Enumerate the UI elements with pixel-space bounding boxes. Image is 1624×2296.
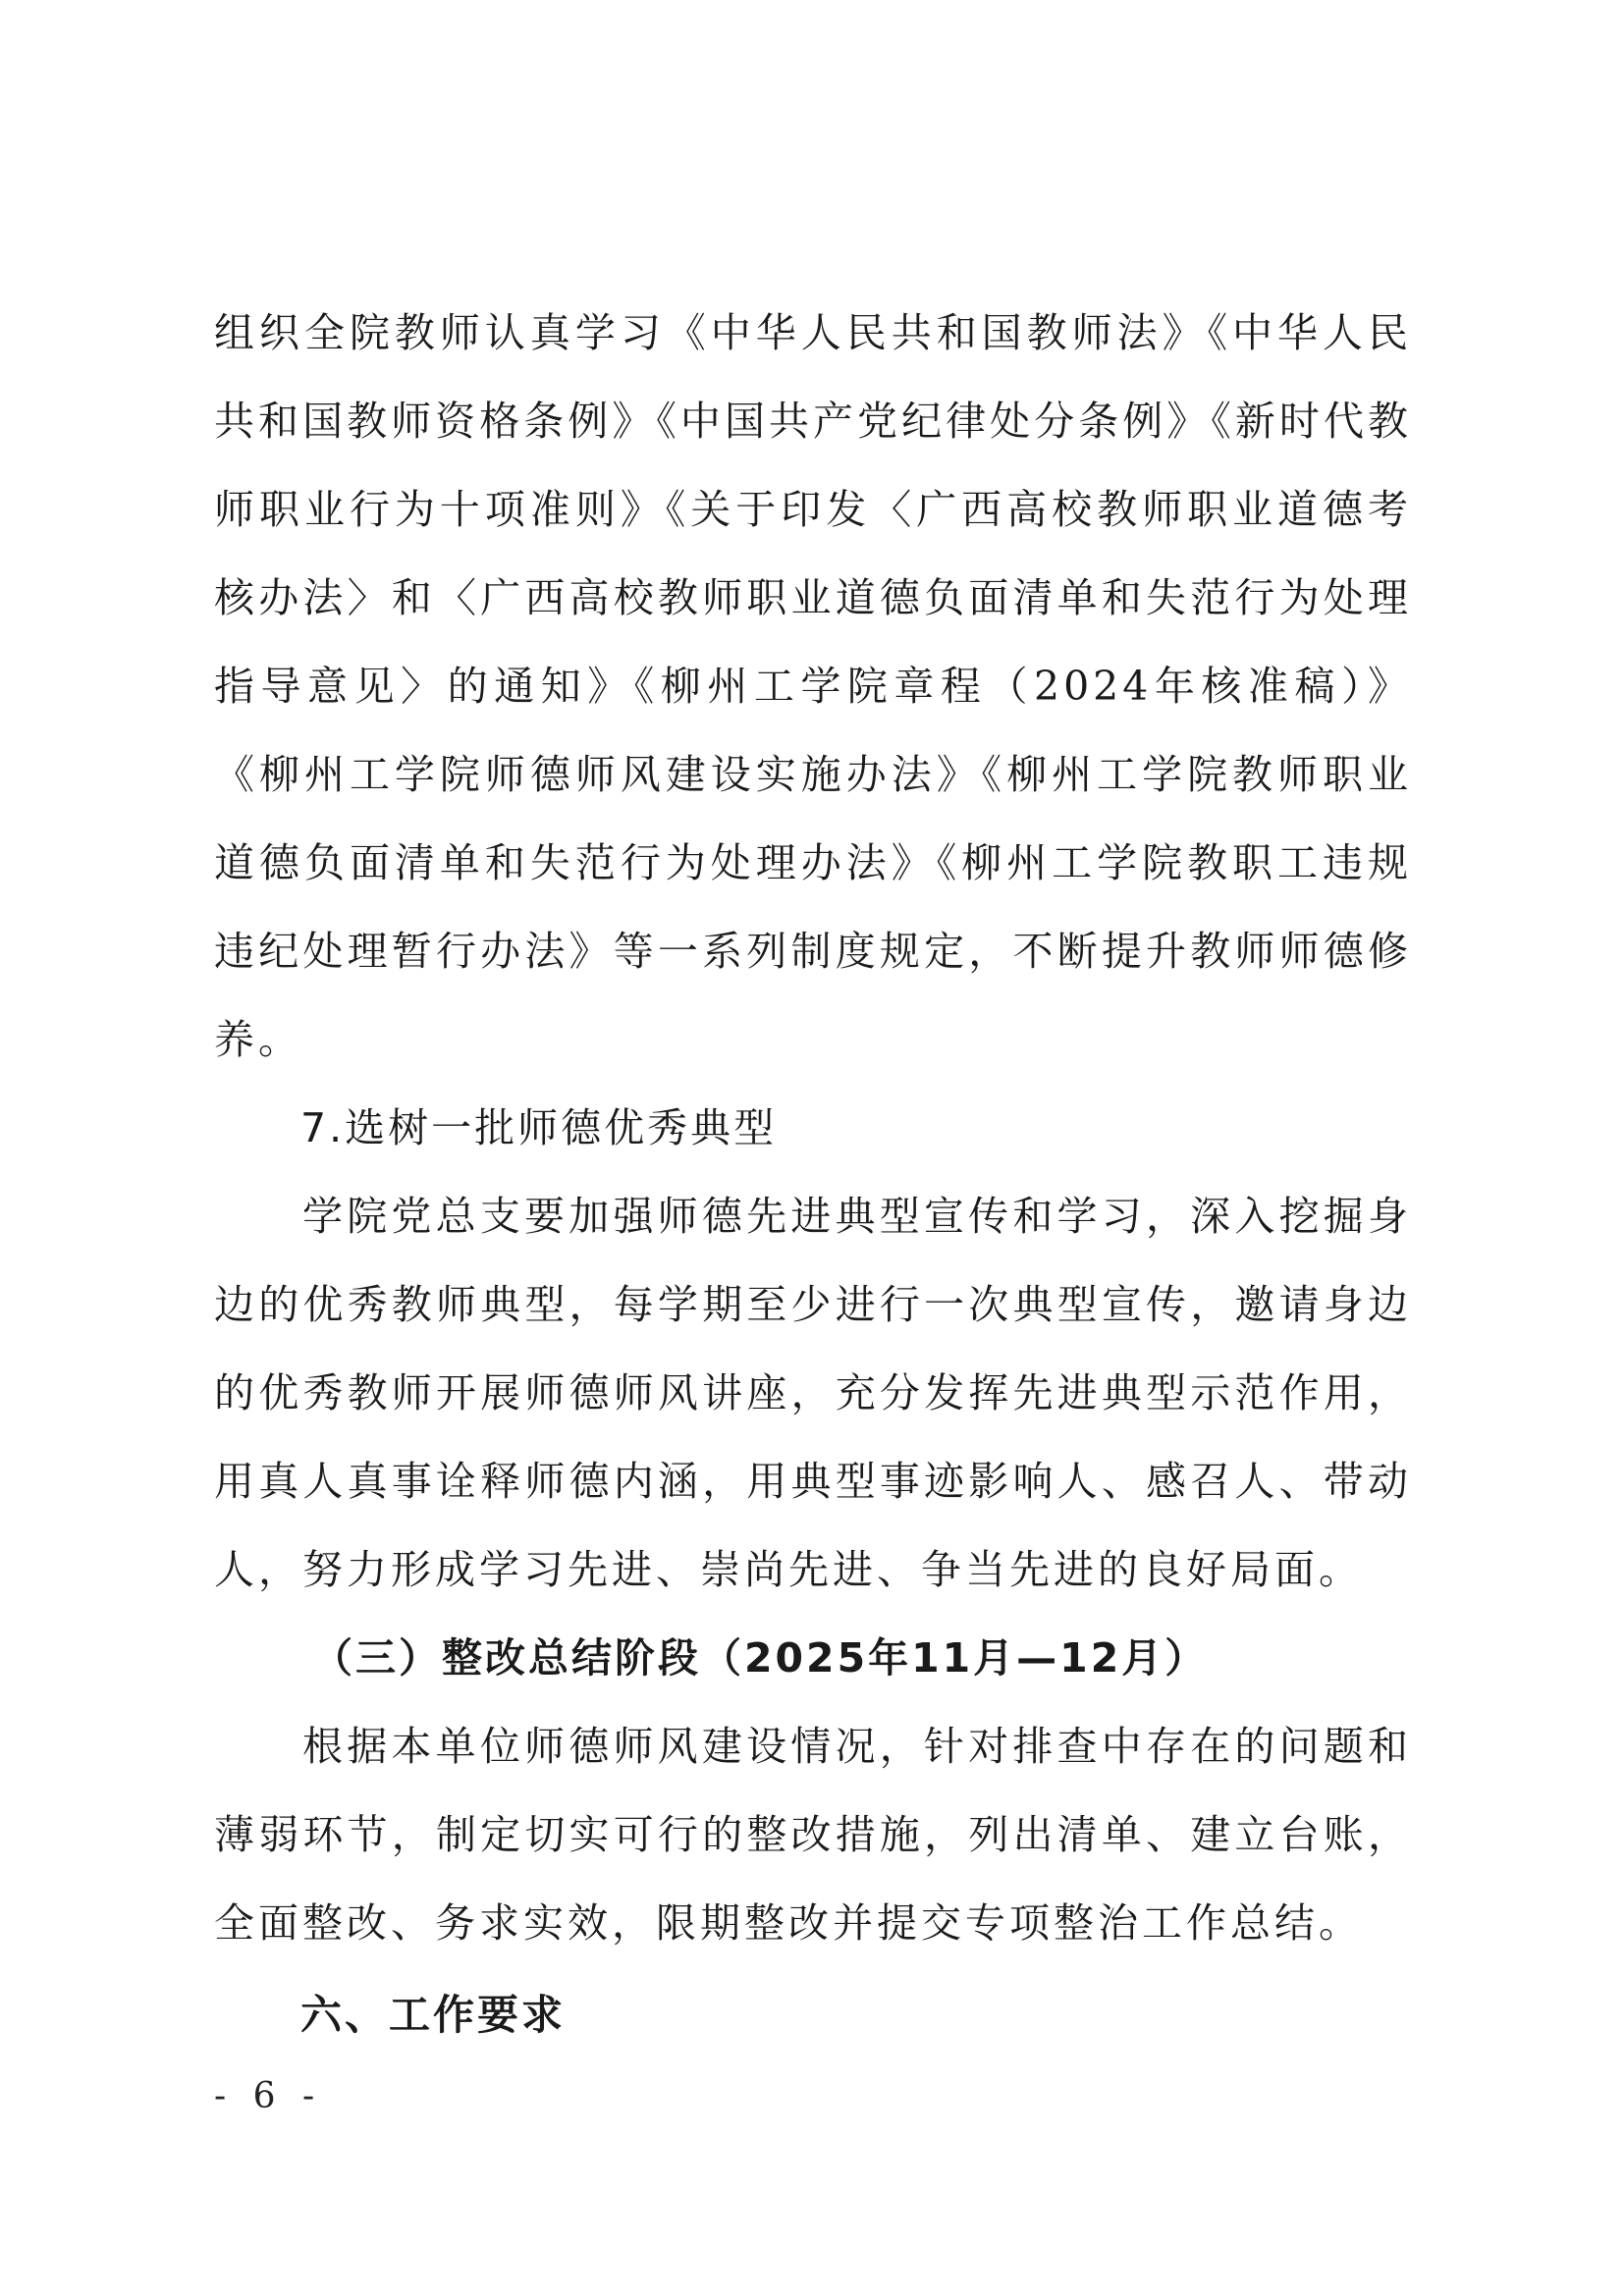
subheading-select-model-teachers: 7.选树一批师德优秀典型: [300, 1104, 778, 1151]
paragraph-study-regulations: 组织全院教师认真学习《中华人民共和国教师法》《中华人民共和国教师资格条例》《中国共产党纪律处分条例》《新时代教师职业行为十项准则》《关于印发〈广西高校教师职业道德考核办法〉和〈广西高校教师职业道德负面清单和失范行为处理指导意见〉的通知》《柳州工学院章程（2024年核准稿）》《柳州工学院师德师风建设实施办法》《柳州工学院教师职业道德负面清单和失范行为处理办法》《柳州工学院教职工违规违纪处理暂行办法》等一系列制度规定，不断提升教师师德修养。: [214, 309, 1412, 1063]
heading-work-requirements: 六、工作要求: [300, 1991, 567, 2039]
page-number: - 6 -: [214, 2076, 323, 2116]
document-body: [214, 289, 1412, 2059]
paragraph-rectification: 根据本单位师德师风建设情况，针对排查中存在的问题和薄弱环节，制定切实可行的整改措施，列出清单、建立台账，全面整改、务求实效，限期整改并提交专项整治工作总结。: [214, 1723, 1412, 1947]
paragraph-model-teachers: 学院党总支要加强师德先进典型宣传和学习，深入挖掘身边的优秀教师典型，每学期至少进行一次典型宣传，邀请身边的优秀教师开展师德师风讲座，充分发挥先进典型示范作用，用真人真事诠释师德内涵，用典型事迹影响人、感召人、带动人，努力形成学习先进、崇尚先进、争当先进的良好局面。: [214, 1193, 1412, 1593]
heading-rectification-stage: （三）整改总结阶段（2025年11月—12月）: [312, 1634, 1209, 1682]
